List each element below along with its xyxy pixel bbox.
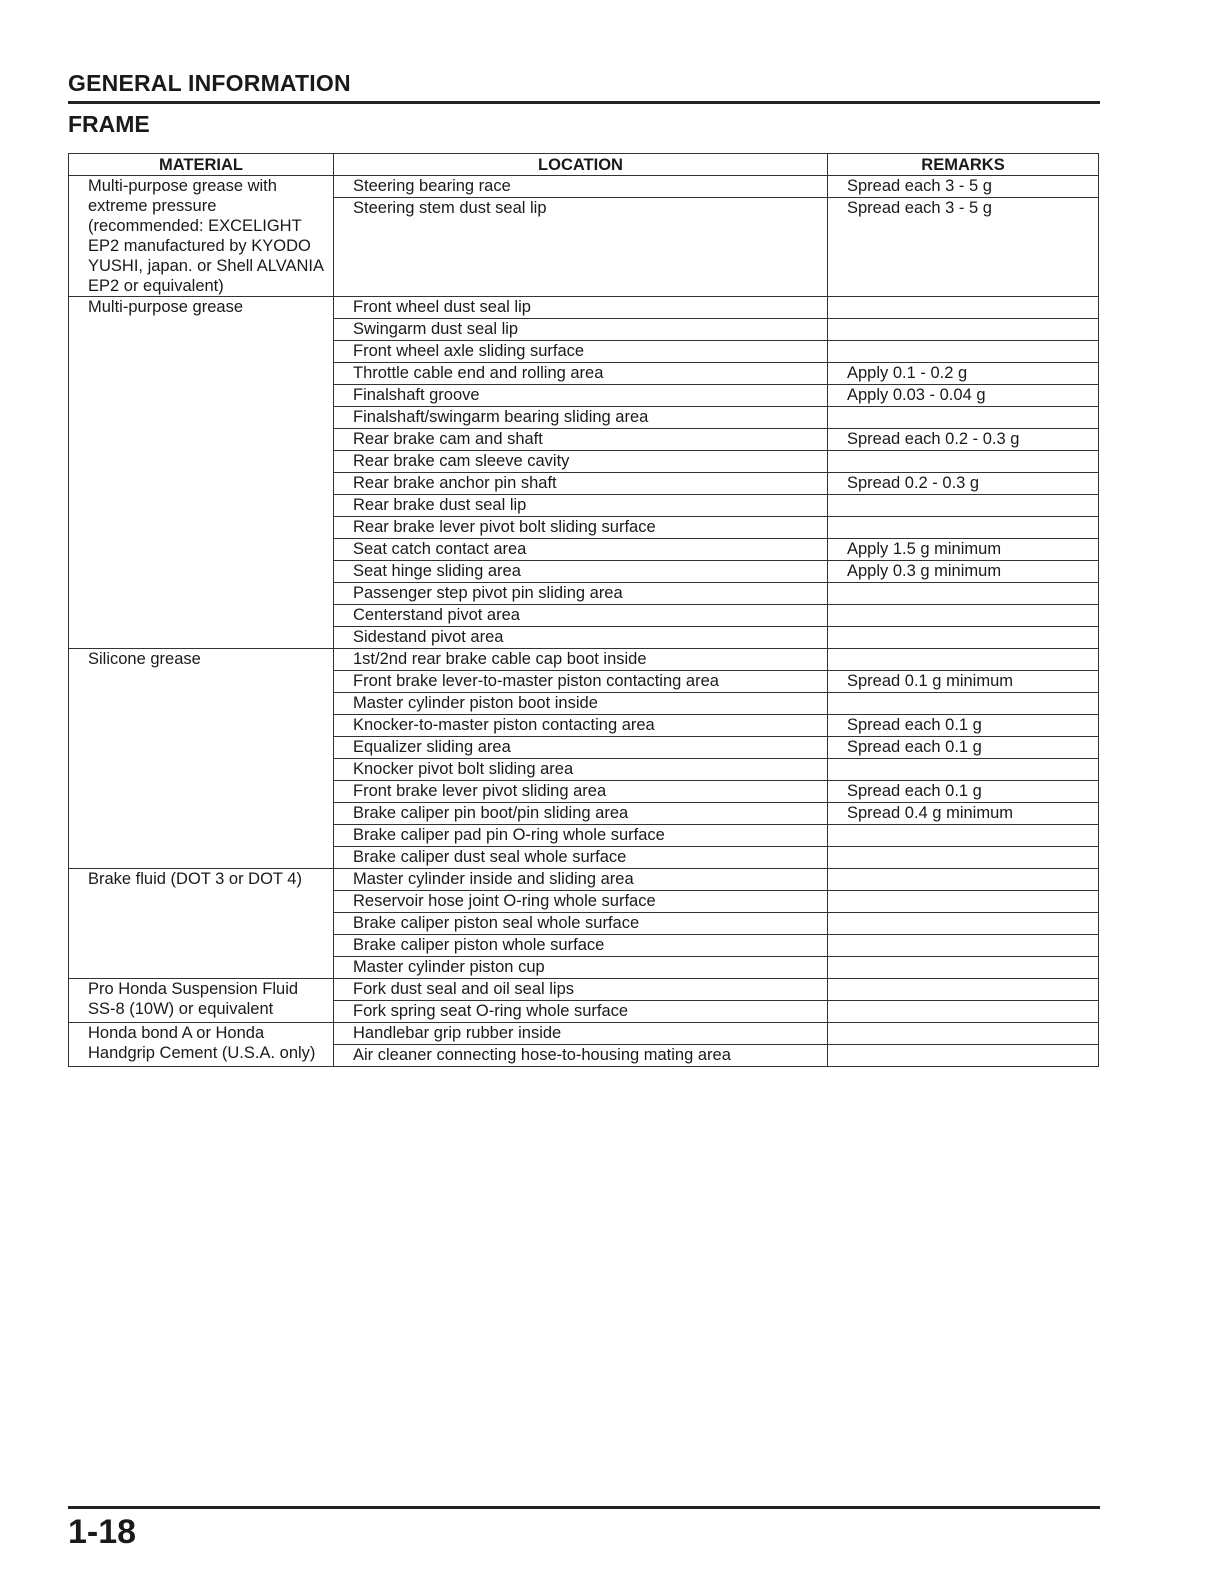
- table-row: [69, 649, 1099, 671]
- location-cell: Front wheel axle sliding surface: [334, 341, 828, 363]
- location-cell: Brake caliper pin boot/pin sliding area: [334, 803, 828, 825]
- remarks-cell: [828, 341, 1099, 363]
- remarks-cell: Spread each 3 - 5 g: [828, 176, 1099, 198]
- remarks-cell: [828, 935, 1099, 957]
- remarks-cell: [828, 759, 1099, 781]
- location-cell: Front brake lever-to-master piston contacting area: [334, 671, 828, 693]
- table-row: [69, 1023, 1099, 1045]
- remarks-cell: Apply 0.03 - 0.04 g: [828, 385, 1099, 407]
- location-cell: Finalshaft/swingarm bearing sliding area: [334, 407, 828, 429]
- location-cell: Brake caliper pad pin O-ring whole surface: [334, 825, 828, 847]
- location-cell: Seat hinge sliding area: [334, 561, 828, 583]
- location-cell: Rear brake cam and shaft: [334, 429, 828, 451]
- table-row: [69, 176, 1099, 198]
- location-cell: Equalizer sliding area: [334, 737, 828, 759]
- location-cell: Steering bearing race: [334, 176, 828, 198]
- table-header-row: [69, 154, 1099, 176]
- location-cell: Passenger step pivot pin sliding area: [334, 583, 828, 605]
- remarks-cell: Apply 0.1 - 0.2 g: [828, 363, 1099, 385]
- remarks-cell: [828, 495, 1099, 517]
- material-cell: Silicone grease: [69, 649, 334, 869]
- header-rule: [68, 101, 1100, 104]
- location-cell: Fork spring seat O-ring whole surface: [334, 1001, 828, 1023]
- remarks-cell: Spread 0.1 g minimum: [828, 671, 1099, 693]
- location-cell: Brake caliper piston whole surface: [334, 935, 828, 957]
- location-cell: 1st/2nd rear brake cable cap boot inside: [334, 649, 828, 671]
- remarks-cell: [828, 319, 1099, 341]
- footer-rule: [68, 1506, 1100, 1509]
- material-cell: Multi-purpose grease: [69, 297, 334, 649]
- material-cell: Pro Honda Suspension Fluid SS-8 (10W) or equivalent: [69, 979, 334, 1023]
- location-cell: Front brake lever pivot sliding area: [334, 781, 828, 803]
- remarks-cell: [828, 913, 1099, 935]
- table-row: [69, 979, 1099, 1001]
- remarks-cell: [828, 693, 1099, 715]
- location-cell: Rear brake dust seal lip: [334, 495, 828, 517]
- subsection-title: FRAME: [68, 111, 150, 137]
- remarks-cell: [828, 869, 1099, 891]
- remarks-cell: Spread each 0.1 g: [828, 737, 1099, 759]
- location-cell: Throttle cable end and rolling area: [334, 363, 828, 385]
- location-cell: Steering stem dust seal lip: [334, 198, 828, 297]
- material-cell: Brake fluid (DOT 3 or DOT 4): [69, 869, 334, 979]
- location-cell: Seat catch contact area: [334, 539, 828, 561]
- location-cell: Sidestand pivot area: [334, 627, 828, 649]
- remarks-cell: [828, 649, 1099, 671]
- table-row: [69, 297, 1099, 319]
- location-cell: Finalshaft groove: [334, 385, 828, 407]
- remarks-cell: Apply 0.3 g minimum: [828, 561, 1099, 583]
- page-number: 1-18: [68, 1513, 137, 1551]
- remarks-cell: [828, 517, 1099, 539]
- remarks-cell: Spread each 0.2 - 0.3 g: [828, 429, 1099, 451]
- location-cell: Rear brake lever pivot bolt sliding surface: [334, 517, 828, 539]
- location-cell: Fork dust seal and oil seal lips: [334, 979, 828, 1001]
- column-header-remarks: REMARKS: [828, 154, 1099, 176]
- location-cell: Rear brake cam sleeve cavity: [334, 451, 828, 473]
- remarks-cell: [828, 891, 1099, 913]
- section-title: GENERAL INFORMATION: [68, 70, 351, 96]
- remarks-cell: [828, 605, 1099, 627]
- material-cell: Honda bond A or Honda Handgrip Cement (U.S.A. only): [69, 1023, 334, 1067]
- location-cell: Master cylinder inside and sliding area: [334, 869, 828, 891]
- remarks-cell: [828, 1001, 1099, 1023]
- remarks-cell: Apply 1.5 g minimum: [828, 539, 1099, 561]
- location-cell: Handlebar grip rubber inside: [334, 1023, 828, 1045]
- location-cell: Reservoir hose joint O-ring whole surface: [334, 891, 828, 913]
- location-cell: Knocker pivot bolt sliding area: [334, 759, 828, 781]
- location-cell: Brake caliper dust seal whole surface: [334, 847, 828, 869]
- remarks-cell: Spread each 0.1 g: [828, 715, 1099, 737]
- remarks-cell: [828, 1023, 1099, 1045]
- location-cell: Brake caliper piston seal whole surface: [334, 913, 828, 935]
- location-cell: Centerstand pivot area: [334, 605, 828, 627]
- location-cell: Front wheel dust seal lip: [334, 297, 828, 319]
- remarks-cell: Spread 0.4 g minimum: [828, 803, 1099, 825]
- lubrication-table: [68, 153, 1099, 1067]
- remarks-cell: Spread each 0.1 g: [828, 781, 1099, 803]
- material-cell: Multi-purpose grease with extreme pressure (recommended: EXCELIGHT EP2 manufactured by KYODO YUSHI, japan. or Shell ALVANIA EP2 or equivalent): [69, 176, 334, 297]
- remarks-cell: [828, 825, 1099, 847]
- location-cell: Knocker-to-master piston contacting area: [334, 715, 828, 737]
- remarks-cell: [828, 451, 1099, 473]
- remarks-cell: [828, 627, 1099, 649]
- remarks-cell: Spread each 3 - 5 g: [828, 198, 1099, 297]
- location-cell: Rear brake anchor pin shaft: [334, 473, 828, 495]
- column-header-location: LOCATION: [334, 154, 828, 176]
- table-body: [69, 176, 1099, 1067]
- remarks-cell: [828, 979, 1099, 1001]
- column-header-material: MATERIAL: [69, 154, 334, 176]
- remarks-cell: [828, 1045, 1099, 1067]
- remarks-cell: [828, 847, 1099, 869]
- remarks-cell: [828, 407, 1099, 429]
- remarks-cell: Spread 0.2 - 0.3 g: [828, 473, 1099, 495]
- remarks-cell: [828, 583, 1099, 605]
- location-cell: Master cylinder piston cup: [334, 957, 828, 979]
- remarks-cell: [828, 297, 1099, 319]
- table-row: [69, 869, 1099, 891]
- remarks-cell: [828, 957, 1099, 979]
- location-cell: Master cylinder piston boot inside: [334, 693, 828, 715]
- location-cell: Swingarm dust seal lip: [334, 319, 828, 341]
- location-cell: Air cleaner connecting hose-to-housing mating area: [334, 1045, 828, 1067]
